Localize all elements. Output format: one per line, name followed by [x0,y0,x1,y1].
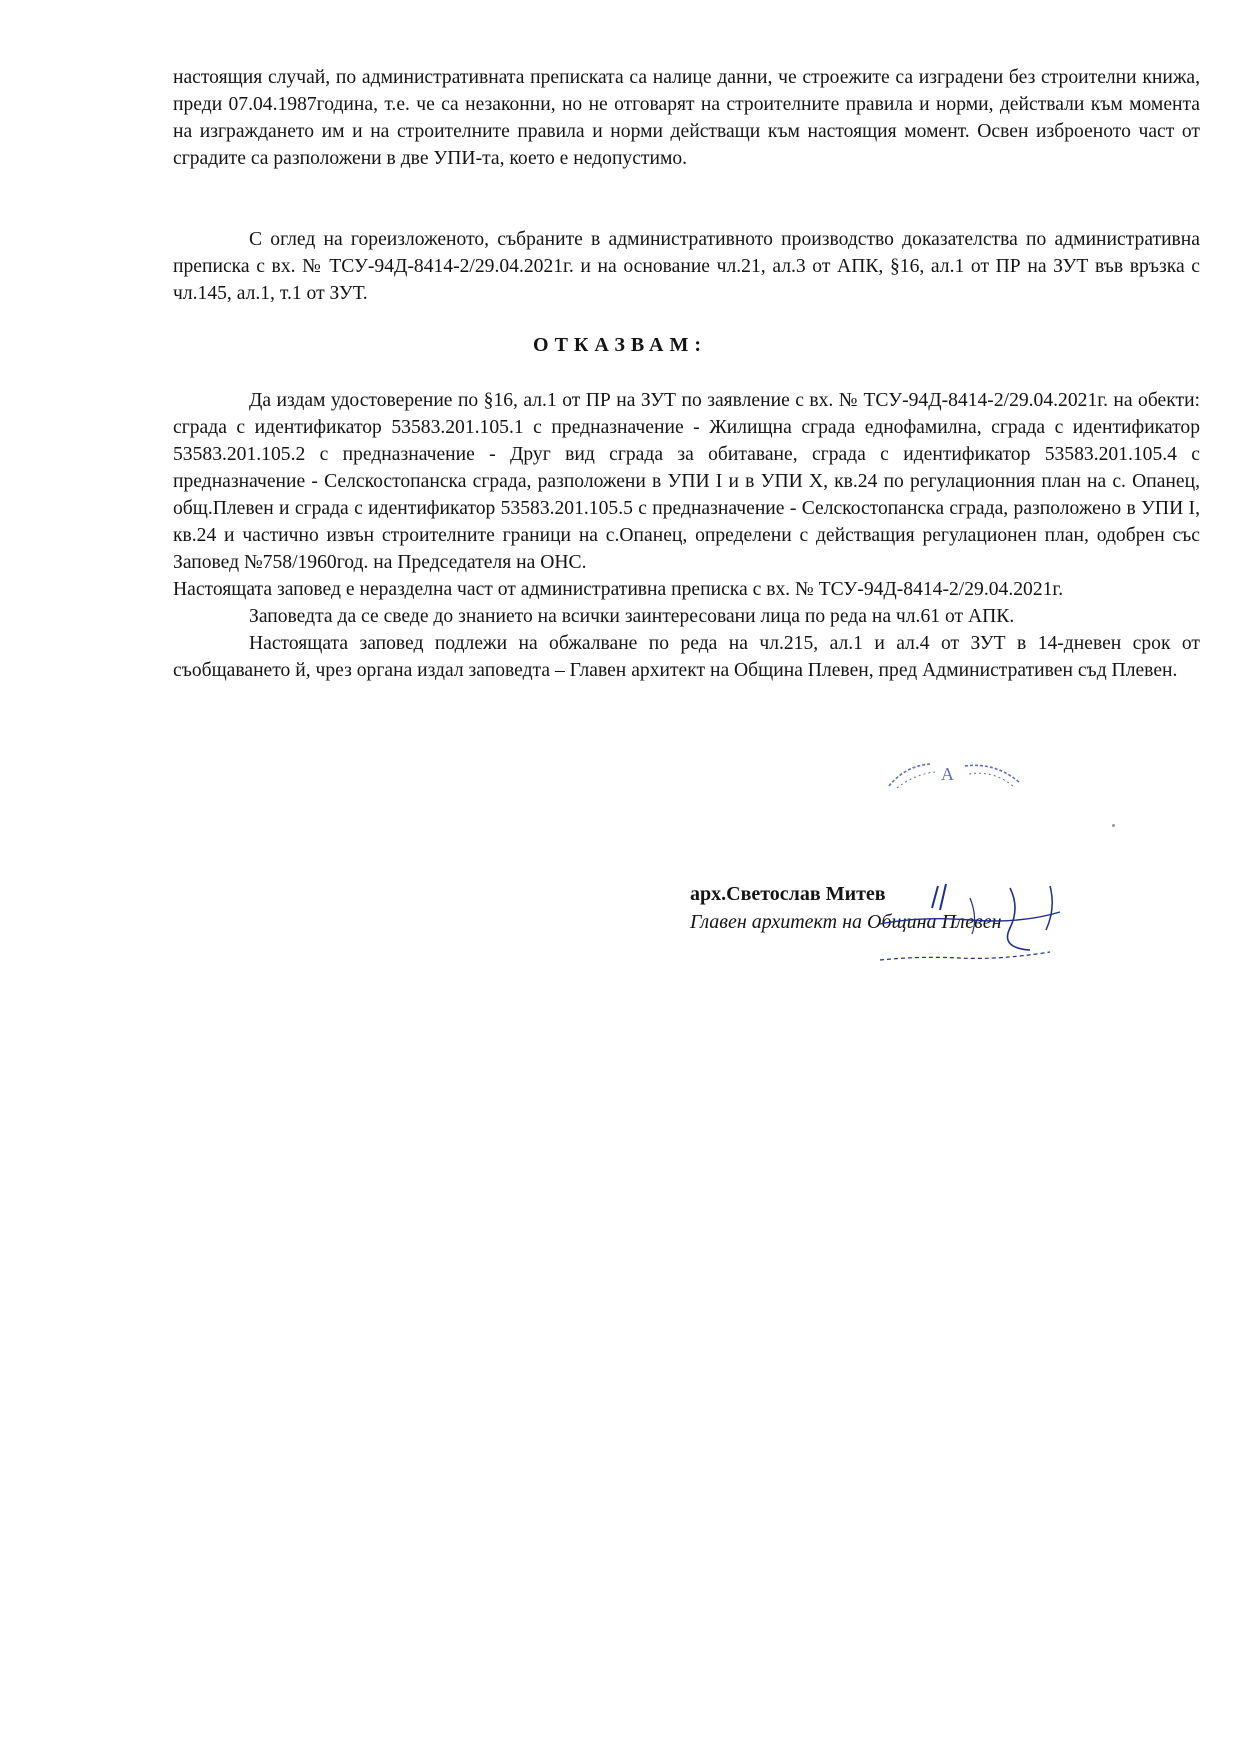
paragraph-grounds: С оглед на гореизложеното, събраните в административното производство доказателства по административна преписка с вх. № ТСУ-94Д-8414-2/29.04.2021г. и на основание чл.21, ал.3 от АПК, §16, ал.1 от ПР на ЗУТ във връзка с чл.145, ал.1, т.1 от ЗУТ. [173,229,1200,304]
paragraph-reasoning: настоящия случай, по административната преписката са налице данни, че строежите са изградени без строителни книжа, преди 07.04.1987година, т.е. че са незаконни, но не отговарят на строителните правила и норми, действали към момента на изграждането им и на строителните правила и норми действащи към настоящия момент. Освен изброеното част от сградите са разположени в две УПИ-та, което е недопустимо. [173,67,1200,169]
stamp-letter: А [941,764,954,784]
decision-heading: ОТКАЗВАМ: [533,334,707,356]
paragraph-notification: Заповедта да се сведе до знанието на всички заинтересовани лица по реда на чл.61 от АПК. [249,606,1015,627]
scan-dot [1112,824,1115,827]
signer-title: Главен архитект на Община Плевен [690,911,1002,933]
signature-icon [860,868,1090,968]
signer-name: арх.Светослав Митев [690,883,886,905]
stamp-icon [885,756,1025,792]
paragraph-attachment: Настоящата заповед е неразделна част от административна преписка с вх. № ТСУ-94Д-8414-2/29.04.2021г. [173,579,1064,600]
paragraph-refusal: Да издам удостоверение по §16, ал.1 от ПР на ЗУТ по заявление с вх. № ТСУ-94Д-8414-2/29.04.2021г. на обекти: сграда с идентификатор 53583.201.105.1 с предназначение - Жилищна сграда еднофамилна, сграда с идентификатор 53583.201.105.2 с предназначение - Друг вид сграда за обитаване, сграда с идентификатор 53583.201.105.4 с предназначение - Селскостопанска сграда, разположени в УПИ I и в УПИ X, кв.24 по регулационния план на с. Опанец, общ.Плевен и сграда с идентификатор 53583.201.105.5 с предназначение - Селскостопанска сграда, разположено в УПИ I, кв.24 и частично извън строителните граници на с.Опанец, определени с действащия регулационен план, одобрен със Заповед №758/1960год. на Председателя на ОНС. [173,390,1200,573]
intro-paragraph [173,64,1200,172]
grounds-paragraph [173,226,1200,307]
paragraph-appeal: Настоящата заповед подлежи на обжалване по реда на чл.215, ал.1 и ал.4 от ЗУТ в 14-дневен срок от съобщаването й, чрез органа издал заповедта – Главен архитект на Община Плевен, пред Административен съд Плевен. [173,633,1200,681]
decision-body [173,387,1200,684]
